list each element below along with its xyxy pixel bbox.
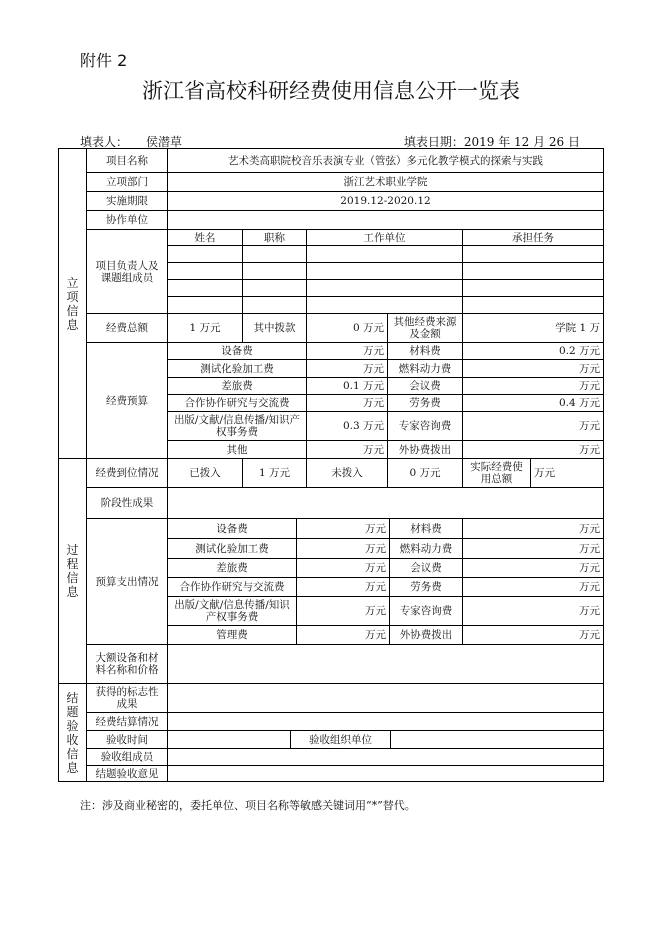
- actual-label-text: 实际经费使用总额: [470, 461, 523, 485]
- members-header: [167, 229, 243, 246]
- budget-value: [462, 359, 604, 378]
- member-cell: [242, 279, 307, 297]
- actual-value: [530, 458, 604, 488]
- budget-value: [462, 394, 604, 412]
- period-label-text: 实施期限: [106, 195, 148, 207]
- period-value: [167, 191, 604, 211]
- spend-value-text: 万元: [365, 629, 386, 641]
- project_name-value: [167, 148, 604, 173]
- budget-item-label-text: 材料费: [409, 345, 441, 357]
- spend-item-label: [389, 518, 463, 539]
- member-cell: [306, 279, 463, 297]
- budget-item-label-text: 专家咨询费: [398, 420, 452, 432]
- acceptance-opinion-value: [167, 765, 604, 782]
- spend-value-text: 万元: [579, 605, 600, 617]
- member-cell: [462, 296, 604, 314]
- received-value: [242, 458, 307, 488]
- arrival-label: [86, 458, 168, 488]
- section-label-process: [58, 458, 87, 684]
- member-cell: [462, 245, 604, 263]
- members-header: [462, 229, 604, 246]
- budget-value-text: 0.1 万元: [342, 380, 384, 392]
- acceptance-time-label-text: 验收时间: [106, 733, 148, 746]
- budget-value-text: 0.4 万元: [558, 397, 600, 409]
- budget-value-text: 万元: [579, 443, 600, 456]
- budget-value-text: 万元: [579, 362, 600, 375]
- spend-item-label: [167, 558, 297, 578]
- achievement-label: [86, 683, 168, 713]
- budget-item-label-text: 出版/文献/信息传播/知识产权事务费: [173, 414, 301, 438]
- acceptance-org-value: [390, 730, 604, 749]
- spend-value: [296, 558, 390, 578]
- spend-item-label: [389, 625, 463, 645]
- footnote: 注：涉及商业秘密的，委托单位、项目名称等敏感关键词用“*”替代。: [80, 799, 416, 812]
- member-cell: [167, 279, 243, 297]
- member-cell: [167, 245, 243, 263]
- pending-value: [387, 458, 463, 488]
- spend-value: [296, 538, 390, 559]
- settlement-label-text: 经费结算情况: [95, 715, 159, 728]
- acceptance-org-label-text: 验收组织单位: [309, 733, 372, 746]
- project_name-value-text: 艺术类高职院校音乐表演专业（管弦）多元化教学模式的探索与实践: [228, 154, 543, 167]
- acceptance-members-label: [86, 748, 168, 766]
- large-equipment-label-text: 大额设备和材料名称和价格: [95, 652, 159, 676]
- received-label: [167, 458, 243, 488]
- spend-item-label-text: 差旅费: [216, 562, 248, 574]
- allocated-label: [242, 313, 307, 343]
- budget-item-label: [167, 394, 307, 412]
- spend-value: [296, 518, 390, 539]
- spend-item-label-text: 设备费: [216, 522, 248, 535]
- member-cell: [462, 262, 604, 280]
- budget-value: [306, 342, 388, 360]
- spend-value-text: 万元: [365, 522, 386, 535]
- large-equipment-value: [167, 644, 604, 684]
- acceptance-opinion-label-text: 结题验收意见: [95, 767, 159, 780]
- budget-value: [306, 359, 388, 378]
- allocated-value-text: 0 万元: [352, 322, 384, 334]
- spend-value: [462, 538, 604, 559]
- section-label-process-text: 过程信息: [66, 543, 79, 599]
- allocated-value: [306, 313, 388, 343]
- budget-item-label: [167, 411, 307, 441]
- budget-label: [86, 342, 168, 459]
- received-label-text: 已拨入: [189, 467, 221, 479]
- members-label: [86, 229, 168, 314]
- spend-item-label: [389, 538, 463, 559]
- actual-value-text: 万元: [534, 467, 555, 479]
- members-header: [306, 229, 463, 246]
- spend-item-label: [167, 577, 297, 597]
- section-label-completion-text: 结题验收信息: [66, 690, 79, 775]
- stage-value: [167, 487, 604, 519]
- spend-label-text: 预算支出情况: [95, 575, 159, 588]
- acceptance-time-value: [167, 730, 291, 749]
- budget-value: [306, 440, 388, 459]
- acceptance-opinion-label: [86, 765, 168, 782]
- spend-value: [462, 577, 604, 597]
- total-label: [86, 313, 168, 343]
- actual-label: [462, 458, 531, 488]
- budget-value: [462, 440, 604, 459]
- project_name-label: [86, 148, 168, 173]
- partner-value: [167, 210, 604, 230]
- filler-name: 侯潜草: [146, 135, 183, 149]
- stage-label-text: 阶段性成果: [100, 497, 154, 509]
- members-label-text: 项目负责人及课题组成员: [95, 259, 159, 284]
- spend-item-label-text: 专家咨询费: [399, 605, 453, 617]
- member-cell: [167, 262, 243, 280]
- dept-label: [86, 172, 168, 192]
- member-cell: [242, 262, 307, 280]
- budget-value-text: 0.2 万元: [558, 345, 600, 357]
- spend-item-label-text: 劳务费: [410, 581, 442, 593]
- spend-item-label-text: 材料费: [410, 522, 442, 535]
- pending-label: [306, 458, 388, 488]
- budget-value-text: 万元: [579, 420, 600, 432]
- budget-value: [306, 394, 388, 412]
- spend-value: [462, 558, 604, 578]
- spend-item-label-text: 外协费拨出: [399, 629, 453, 641]
- budget-value: [462, 377, 604, 395]
- spend-value: [462, 596, 604, 626]
- members-header: [242, 229, 307, 246]
- budget-item-label-text: 差旅费: [221, 380, 253, 392]
- budget-item-label: [387, 359, 463, 378]
- budget-value: [306, 377, 388, 395]
- achievement-value: [167, 683, 604, 713]
- spend-item-label: [167, 625, 297, 645]
- budget-value: [306, 411, 388, 441]
- section-label-completion: [58, 683, 87, 782]
- total-value: [167, 313, 243, 343]
- spend-item-label: [389, 596, 463, 626]
- spend-item-label: [167, 538, 297, 559]
- budget-item-label: [167, 342, 307, 360]
- total-value-text: 1 万元: [189, 322, 221, 334]
- member-cell: [306, 262, 463, 280]
- acceptance-time-label: [86, 730, 168, 749]
- spend-item-label-text: 测试化验加工费: [195, 542, 269, 555]
- acceptance-members-label-text: 验收组成员: [100, 751, 154, 763]
- spend-item-label: [389, 577, 463, 597]
- budget-item-label: [167, 377, 307, 395]
- period-value-text: 2019.12-2020.12: [340, 195, 431, 207]
- filler-label: 填表人：: [80, 135, 129, 149]
- budget-item-label-text: 设备费: [221, 345, 253, 357]
- fill-date: 填表日期：2019 年 12 月 26 日: [403, 135, 580, 149]
- spend-label: [86, 518, 168, 645]
- page-title: 浙江省高校科研经费使用信息公开一览表: [142, 79, 520, 103]
- spend-item-label: [167, 518, 297, 539]
- spend-value: [462, 625, 604, 645]
- budget-item-label: [387, 411, 463, 441]
- other-funding-label-text: 其他经费来源及金额: [393, 316, 457, 340]
- spend-item-label-text: 燃料动力费: [399, 542, 453, 555]
- spend-item-label-text: 管理费: [216, 629, 248, 641]
- spend-item-label: [167, 596, 297, 626]
- budget-item-label-text: 劳务费: [409, 397, 441, 409]
- partner-label-text: 协作单位: [106, 214, 148, 226]
- budget-item-label-text: 外协费拨出: [398, 443, 452, 456]
- attachment-label: 附件 2: [80, 51, 128, 70]
- budget-value-text: 万元: [363, 345, 384, 357]
- partner-label: [86, 210, 168, 230]
- spend-value-text: 万元: [579, 522, 600, 535]
- spend-value: [296, 596, 390, 626]
- members-header-text: 承担任务: [512, 231, 554, 244]
- budget-value-text: 万元: [363, 362, 384, 375]
- members-header-text: 姓名: [194, 231, 216, 244]
- dept-label-text: 立项部门: [106, 176, 148, 188]
- spend-value-text: 万元: [365, 605, 386, 617]
- budget-value: [462, 342, 604, 360]
- spend-value-text: 万元: [365, 562, 386, 574]
- project_name-label-text: 项目名称: [106, 154, 148, 167]
- budget-value-text: 万元: [579, 380, 600, 392]
- members-header-text: 职称: [264, 231, 285, 244]
- budget-value: [462, 411, 604, 441]
- spend-item-label-text: 会议费: [410, 562, 442, 574]
- member-cell: [462, 279, 604, 297]
- other-funding-value: [462, 313, 604, 343]
- dept-value: [167, 172, 604, 192]
- total-label-text: 经费总额: [106, 322, 148, 334]
- member-cell: [306, 245, 463, 263]
- budget-item-label: [387, 342, 463, 360]
- member-cell: [306, 296, 463, 314]
- section-label-approval: [58, 148, 87, 459]
- member-cell: [242, 296, 307, 314]
- spend-item-label-text: 出版/文献/信息传播/知识产权事务费: [174, 599, 290, 623]
- budget-label-text: 经费预算: [106, 394, 148, 407]
- settlement-value: [167, 712, 604, 731]
- budget-item-label: [167, 359, 307, 378]
- spend-value: [296, 577, 390, 597]
- spend-value-text: 万元: [579, 542, 600, 555]
- period-label: [86, 191, 168, 211]
- budget-item-label: [167, 440, 307, 459]
- budget-value-text: 0.3 万元: [342, 420, 384, 432]
- member-cell: [167, 296, 243, 314]
- achievement-label-text: 获得的标志性成果: [95, 686, 159, 710]
- dept-value-text: 浙江艺术职业学院: [343, 176, 428, 188]
- received-value-text: 1 万元: [258, 467, 291, 479]
- settlement-label: [86, 712, 168, 731]
- acceptance-members-value: [167, 748, 604, 766]
- pending-value-text: 0 万元: [409, 467, 441, 479]
- budget-item-label-text: 测试化验加工费: [200, 362, 274, 375]
- large-equipment-label: [86, 644, 168, 684]
- members-header-text: 工作单位: [363, 231, 406, 244]
- budget-item-label: [387, 377, 463, 395]
- budget-item-label-text: 燃料动力费: [398, 362, 452, 375]
- budget-item-label-text: 会议费: [409, 380, 441, 392]
- member-cell: [242, 245, 307, 263]
- budget-item-label-text: 合作协作研究与交流费: [184, 397, 290, 409]
- section-label-approval-text: 立项信息: [66, 275, 79, 332]
- stage-label: [86, 487, 168, 519]
- spend-value-text: 万元: [579, 629, 600, 641]
- spend-value: [462, 518, 604, 539]
- acceptance-org-label: [290, 730, 391, 749]
- spend-value-text: 万元: [579, 562, 600, 574]
- other-funding-value-text: 学院 1 万: [555, 322, 600, 334]
- other-funding-label: [387, 313, 463, 343]
- spend-item-label-text: 合作协作研究与交流费: [179, 581, 285, 593]
- spend-value: [296, 625, 390, 645]
- budget-item-label: [387, 394, 463, 412]
- spend-value-text: 万元: [579, 581, 600, 593]
- budget-value-text: 万元: [363, 443, 384, 456]
- spend-item-label: [389, 558, 463, 578]
- budget-value-text: 万元: [363, 397, 384, 409]
- spend-value-text: 万元: [365, 542, 386, 555]
- budget-item-label: [387, 440, 463, 459]
- arrival-label-text: 经费到位情况: [95, 467, 159, 479]
- spend-value-text: 万元: [365, 581, 386, 593]
- pending-label-text: 未拨入: [331, 467, 363, 479]
- allocated-label-text: 其中拨款: [253, 322, 296, 334]
- budget-item-label-text: 其他: [226, 443, 248, 456]
